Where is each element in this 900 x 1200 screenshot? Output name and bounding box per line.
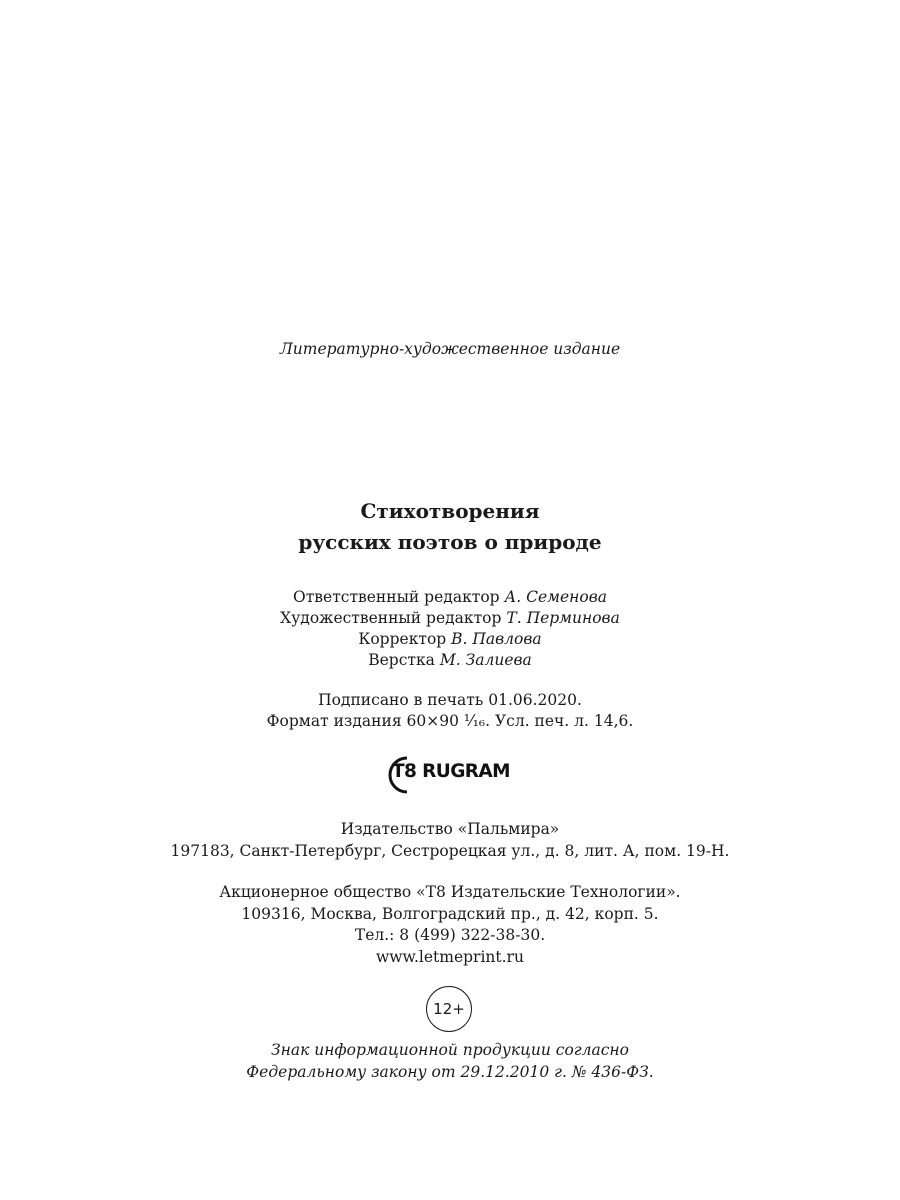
info-product-notice [0,1040,900,1083]
print-info [0,690,900,732]
book-title-line-1: Стихотворения [360,499,540,523]
age-rating-badge: 12+ [426,986,472,1032]
credit-proofreader [0,629,900,650]
credit-person: Т. Перминова [506,609,620,627]
print-format: Формат издания 60×90 ¹⁄₁₆. Усл. печ. л. 14,6. [266,712,634,730]
logo-text: T8 RUGRAM [392,761,510,782]
credit-layout [0,650,900,671]
notice-line-1: Знак информационной продукции согласно [271,1041,629,1059]
credit-art-editor [0,608,900,629]
publisher-name: Издательство «Пальмира» [340,820,560,838]
printer-block [0,882,900,968]
edition-genre: Литературно-художественное издание [279,340,621,358]
rugram-logo [383,752,523,796]
publisher-block [0,818,900,862]
printer-address: 109316, Москва, Волгоградский пр., д. 42, корп. 5. [241,904,659,923]
credit-role: Ответственный редактор [293,588,500,606]
printer-name: Акционерное общество «Т8 Издательские Технологии». [219,883,681,901]
notice-line-2: Федеральному закону от 29.12.2010 г. № 436-ФЗ. [246,1062,654,1081]
credit-person: М. Залиева [439,651,532,669]
printer-phone: Тел.: 8 (499) 322-38-30. [354,926,546,944]
credits-list [0,587,900,671]
credit-role: Верстка [368,651,435,669]
credit-person: В. Павлова [451,630,542,648]
credit-role: Корректор [358,630,447,648]
printer-website: www.letmeprint.ru [376,947,524,966]
book-title-line-2: русских поэтов о природе [298,530,602,554]
publisher-address: 197183, Санкт-Петербург, Сестрорецкая ул., д. 8, лит. А, пом. 19-Н. [170,842,730,860]
credit-person: А. Семенова [504,588,607,606]
credit-chief-editor [0,587,900,608]
credit-role: Художественный редактор [280,609,502,627]
signed-date: Подписано в печать 01.06.2020. [318,691,582,709]
book-title [0,496,900,558]
